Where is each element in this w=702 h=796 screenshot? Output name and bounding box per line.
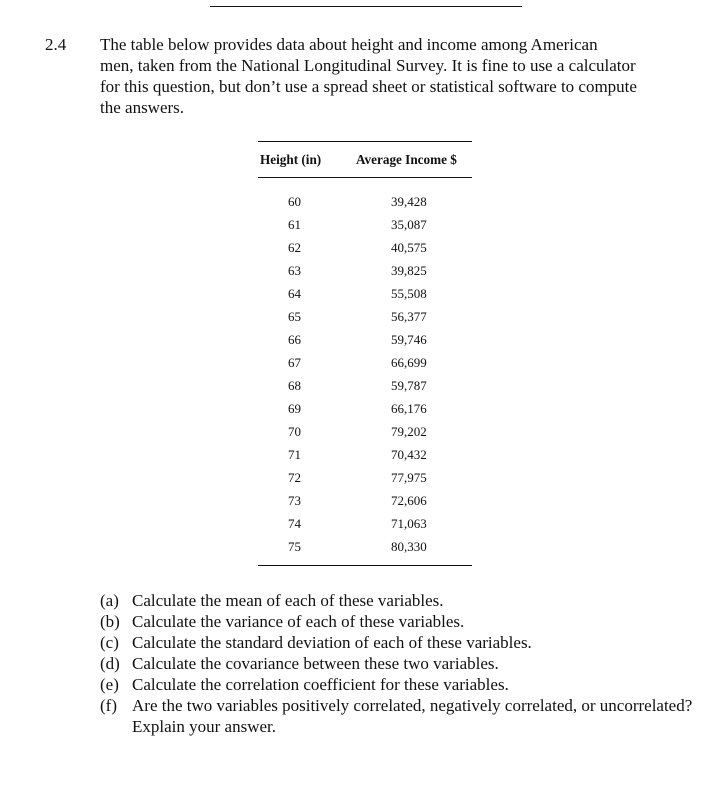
income-cell: 80,330 [391, 539, 427, 554]
height-income-table [258, 141, 472, 566]
question-item [100, 674, 695, 695]
question-label: (d) [100, 654, 120, 673]
height-cell: 63 [288, 263, 301, 278]
top-divider [210, 6, 522, 7]
table-row [258, 374, 472, 397]
table-row [258, 420, 472, 443]
question-label: (e) [100, 675, 119, 694]
question-text: Are the two variables positively correlated, negatively correlated, or uncorrelated? Explain your answer. [132, 696, 693, 736]
income-cell: 71,063 [391, 516, 427, 531]
table-row [258, 213, 472, 236]
height-cell: 60 [288, 194, 301, 209]
question-label: (f) [100, 696, 117, 715]
income-cell: 70,432 [391, 447, 427, 462]
table-row [258, 328, 472, 351]
height-cell: 75 [288, 539, 301, 554]
table-row [258, 489, 472, 512]
income-cell: 66,176 [391, 401, 427, 416]
income-cell: 39,825 [391, 263, 427, 278]
question-text: Calculate the mean of each of these variables. [132, 591, 444, 610]
header-height: Height (in) [260, 151, 322, 167]
income-cell: 39,428 [391, 194, 427, 209]
income-cell: 40,575 [391, 240, 427, 255]
question-item [100, 632, 695, 653]
question-item [100, 611, 695, 632]
problem-number: 2.4 [45, 35, 67, 54]
table-row [258, 236, 472, 259]
table-row [258, 259, 472, 282]
height-cell: 72 [288, 470, 301, 485]
question-label: (b) [100, 612, 120, 631]
income-cell: 72,606 [391, 493, 427, 508]
income-cell: 59,787 [391, 378, 427, 393]
question-text: Calculate the covariance between these two variables. [132, 654, 499, 673]
income-cell: 35,087 [391, 217, 427, 232]
income-cell: 59,746 [391, 332, 427, 347]
height-cell: 70 [288, 424, 301, 439]
height-cell: 69 [288, 401, 301, 416]
table-row [258, 305, 472, 328]
height-cell: 66 [288, 332, 301, 347]
height-cell: 74 [288, 516, 301, 531]
problem-statement: The table below provides data about height and income among American men, taken from the National Longitudinal Survey. It is fine to use a calculator for this question, but don’t use a spread sheet or statistical software to compute the answers. [100, 35, 637, 117]
income-cell: 77,975 [391, 470, 427, 485]
height-cell: 62 [288, 240, 301, 255]
table-row [258, 397, 472, 420]
question-item [100, 695, 695, 737]
question-label: (c) [100, 633, 119, 652]
height-cell: 64 [288, 286, 301, 301]
table-row [258, 535, 472, 566]
table-row [258, 178, 472, 214]
height-cell: 65 [288, 309, 301, 324]
question-item [100, 653, 695, 674]
height-cell: 68 [288, 378, 301, 393]
table-row [258, 351, 472, 374]
height-cell: 71 [288, 447, 301, 462]
question-label: (a) [100, 591, 119, 610]
question-text: Calculate the variance of each of these variables. [132, 612, 465, 631]
income-cell: 56,377 [391, 309, 427, 324]
question-item [100, 590, 695, 611]
income-cell: 79,202 [391, 424, 427, 439]
question-text: Calculate the correlation coefficient for these variables. [132, 675, 509, 694]
question-list [100, 590, 695, 737]
height-cell: 61 [288, 217, 301, 232]
table-row [258, 443, 472, 466]
table-row [258, 466, 472, 489]
table-row [258, 512, 472, 535]
income-cell: 66,699 [391, 355, 427, 370]
height-cell: 73 [288, 493, 301, 508]
income-cell: 55,508 [391, 286, 427, 301]
table-row [258, 282, 472, 305]
height-cell: 67 [288, 355, 301, 370]
table-header-row [258, 142, 472, 178]
question-text: Calculate the standard deviation of each of these variables. [132, 633, 532, 652]
table-body [258, 178, 472, 566]
header-average-income: Average Income $ [356, 151, 457, 167]
